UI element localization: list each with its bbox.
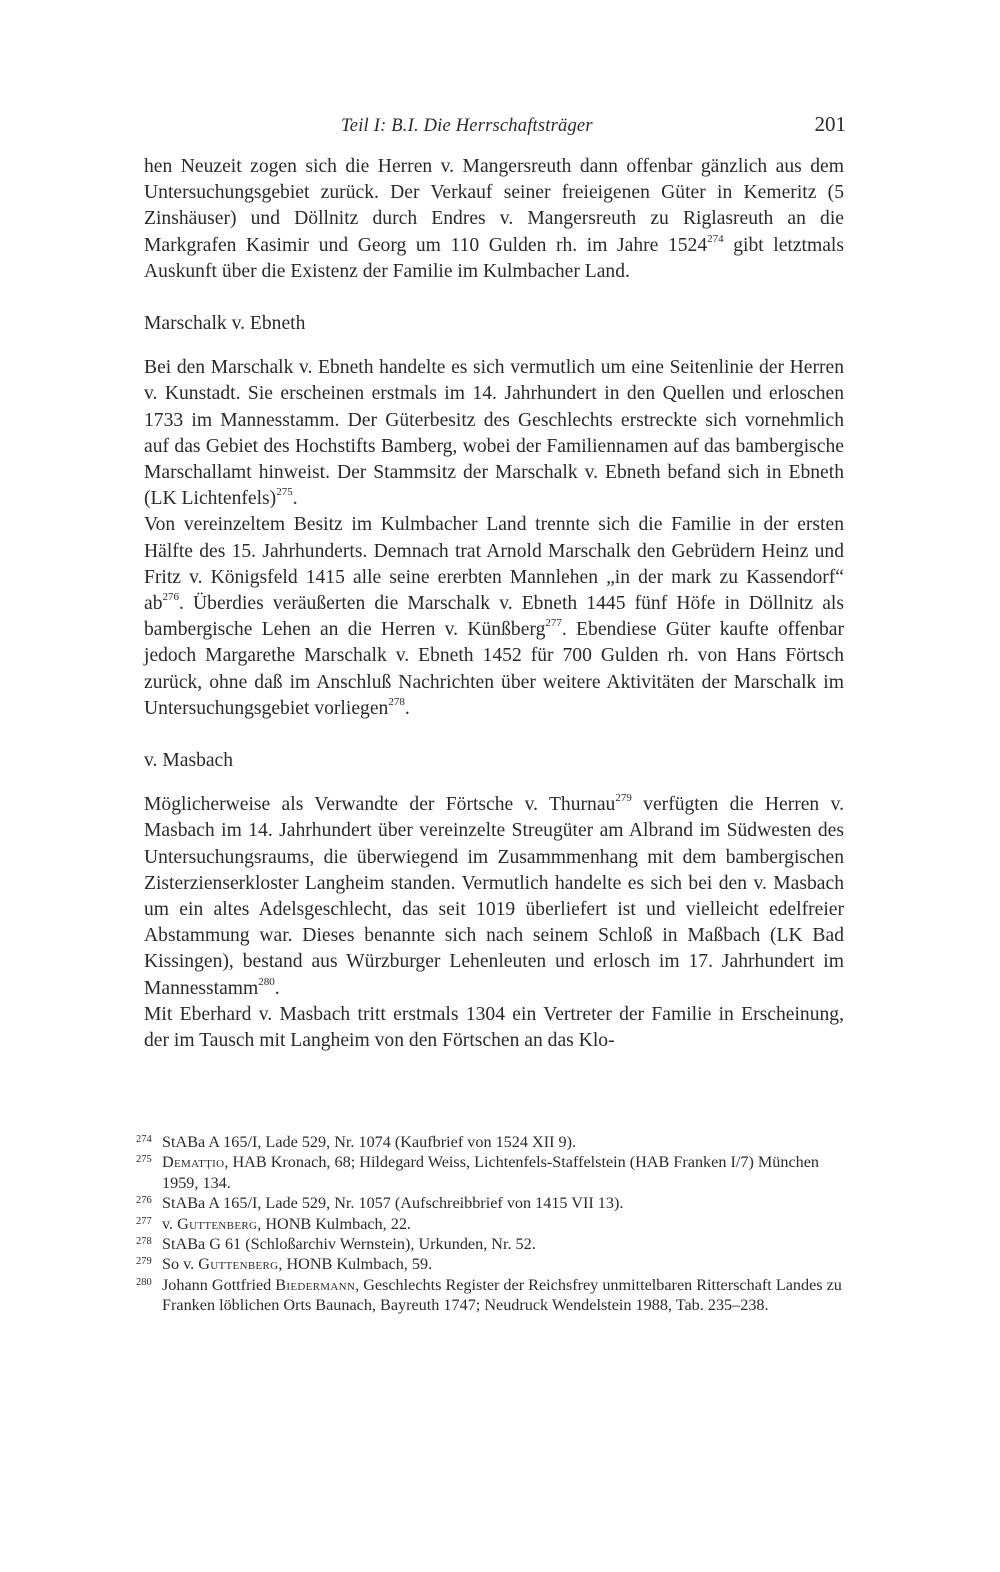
footnote-ref[interactable]: 277 xyxy=(545,617,562,630)
text-run: . Ebendiese Güter kaufte offenbar jedoch Margarethe Marschalk v. Ebneth 1452 für 700 Gulden rh. von Hans Förtsch zurück, ohne daß im Anschluß Nachrichten über weitere Aktivitäten der Marschalk im Untersuchungsgebiet vorliegen xyxy=(144,619,845,719)
footnote-ref[interactable]: 275 xyxy=(276,486,293,499)
section-heading: v. Masbach xyxy=(144,750,234,772)
footnote-text: StABa A 165/I, Lade 529, Nr. 1074 (Kaufbrief von 1524 XII 9). xyxy=(162,1133,577,1151)
footnote-author: Guttenberg xyxy=(177,1214,258,1233)
paragraph xyxy=(144,154,844,285)
footnote-text: StABa A 165/I, Lade 529, Nr. 1057 (Aufschreibbrief von 1415 VII 13). xyxy=(162,1194,624,1213)
footnote xyxy=(136,1132,844,1152)
text-run: verfügten die Herren v. Masbach im 14. Jahrhundert über vereinzelte Streugüter am Albrand im Südwesten des Untersuchungsraums, die überwiegend im Zusammmenhang mit dem bambergischen Zisterzienserkloster Langheim standen. Vermutlich handelte es sich bei den v. Masbach um ein altes Adelsgeschlecht, das seit 1019 überliefert ist und vielleicht edelfreier Abstammung war. Dieses benannte sich nach seinem Schloß in Maßbach (LK Bad Kissingen), bestand aus Würzburger Lehenleuten und erlosch im 17. Jahrhundert im Mannesstamm xyxy=(144,794,844,999)
footnote-author: Biedermann xyxy=(275,1275,356,1294)
footnote-author: Dematțio xyxy=(162,1153,225,1172)
page-number: 201 xyxy=(814,112,846,136)
text-run: . xyxy=(404,697,410,719)
footnote-text: v. xyxy=(162,1214,178,1233)
section-heading: Marschalk v. Ebneth xyxy=(144,313,306,335)
footnote xyxy=(136,1152,844,1193)
footnote xyxy=(136,1214,844,1234)
paragraph: Mit Eberhard v. Masbach tritt erstmals 1304 ein Vertreter der Familie in Erscheinung, der im Tausch mit Langheim von den Förtschen an das Klo- xyxy=(144,1003,844,1052)
text-run: hen Neuzeit zogen sich die Herren v. Mangersreuth dann offenbar gänzlich aus dem Untersuchungsgebiet zurück. Der Verkauf seiner freieigenen Güter in Kemeritz (5 Zinshäuser) und Döllnitz durch Endres v. Mangersreuth zu Riglasreuth an die Markgrafen Kasimir und Georg um 110 Gulden rh. im Jahre 1524 xyxy=(144,156,844,256)
footnote xyxy=(136,1234,844,1254)
footnote xyxy=(136,1193,844,1213)
footnote-ref[interactable]: 280 xyxy=(258,975,275,988)
text-run: Von vereinzeltem Besitz im Kulmbacher Land trennte sich die Familie in der ersten Hälfte des 15. Jahrhunderts. Demnach trat Arnold Marschalk den Gebrüdern Heinz und Fritz v. Königsfeld 1415 alle seine ererbten Mannlehen „in der mark zu Kassendorf“ ab xyxy=(144,514,844,615)
running-title: Teil I: B.I. Die Herrschaftsträger xyxy=(341,116,593,136)
body-text xyxy=(144,154,844,1054)
footnote-number: 275 xyxy=(136,1154,152,1166)
footnote xyxy=(136,1275,844,1316)
footnote-number: 274 xyxy=(136,1134,152,1145)
footnotes xyxy=(136,1132,844,1316)
footnote xyxy=(136,1254,844,1274)
text-run: gibt letztmals Auskunft über die Existenz der Familie im Kulmbacher Land. xyxy=(144,234,844,282)
text-run: . xyxy=(292,488,298,510)
footnote-number: 280 xyxy=(136,1276,152,1288)
running-header xyxy=(144,112,844,146)
footnote-number: 279 xyxy=(136,1256,152,1268)
footnote-number: 276 xyxy=(136,1195,152,1207)
footnote-ref[interactable]: 276 xyxy=(162,591,179,604)
text-run: . Überdies veräußerten die Marschalk v. Ebneth 1445 fünf Höfe in Döllnitz als bambergische Lehen an die Herren v. Künßberg xyxy=(144,593,844,641)
footnote-text: , HAB Kronach, 68; Hildegard Weiss, Lichtenfels-Staffelstein (HAB Franken I/7) München 1959, 134. xyxy=(162,1153,820,1192)
footnote-text: So v. xyxy=(162,1255,199,1274)
footnote-number: 277 xyxy=(136,1215,152,1227)
footnote-text: , HONB Kulmbach, 59. xyxy=(278,1255,433,1274)
footnote-author: Guttenberg xyxy=(198,1255,279,1274)
footnote-text: StABa G 61 (Schloßarchiv Wernstein), Urkunden, Nr. 52. xyxy=(162,1235,536,1254)
footnote-text: , Geschlechts Register der Reichsfrey unmittelbaren Ritterschaft Landes zu Franken löblichen Orts Baunach, Bayreuth 1747; Neudruck Wendelstein 1988, Tab. 235–238. xyxy=(162,1275,842,1315)
paragraph xyxy=(144,792,844,1002)
text-run: Bei den Marschalk v. Ebneth handelte es sich vermutlich um eine Seitenlinie der Herren v. Kunstadt. Sie erscheinen erstmals im 14. Jahrhundert in den Quellen und erloschen 1733 im Mannesstamm. Der Güterbesitz des Geschlechts erstreckte sich vornehmlich auf das Gebiet des Hochstifts Bamberg, wobei der Familiennamen auf das bambergische Marschallamt hinweist. Der Stammsitz der Marschalk v. Ebneth befand sich in Ebneth (LK Lichtenfels) xyxy=(144,357,844,510)
text-run: . xyxy=(274,977,280,999)
paragraph xyxy=(144,355,844,512)
footnote-text: Johann Gottfried xyxy=(162,1275,276,1294)
footnote-ref[interactable]: 278 xyxy=(388,695,405,708)
footnote-ref[interactable]: 274 xyxy=(707,232,724,245)
footnote-number: 278 xyxy=(136,1236,152,1248)
paragraph xyxy=(144,512,844,722)
page xyxy=(144,112,844,1054)
footnote-ref[interactable]: 279 xyxy=(615,792,632,805)
text-run: Möglicherweise als Verwandte der Förtsche v. Thurnau xyxy=(144,794,616,816)
footnote-text: , HONB Kulmbach, 22. xyxy=(257,1214,411,1233)
